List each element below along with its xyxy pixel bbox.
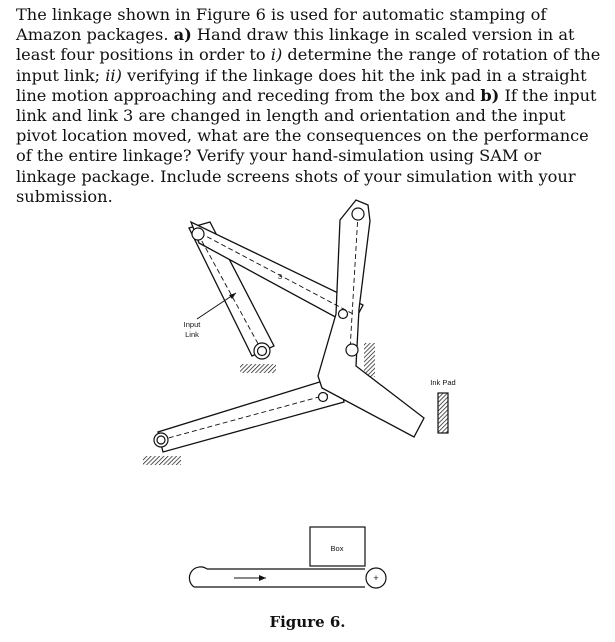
ink-pad-label: Ink Pad: [430, 378, 456, 387]
ink-pad-hatch: [438, 393, 448, 433]
conveyor-belt: [189, 567, 386, 588]
problem-text-3: determine the range of rotation of the input link;: [16, 45, 601, 85]
part-a-label: a): [173, 25, 192, 45]
link-3-label: 3: [277, 272, 283, 281]
conveyor-arrowhead: [259, 575, 266, 581]
problem-text-5: If the input link and link 3 are changed in length and orientation and the input pivot location moved, what are the consequences on the performance of the entire linkage? Verify your hand-simulation using SAM or linkage package. Include screens shots of your simulation with your submission.: [16, 85, 597, 206]
item-ii-label: ii): [105, 65, 122, 85]
input-link-label-2: Link: [185, 330, 199, 339]
figure-caption: Figure 6.: [269, 613, 346, 631]
problem-text-4: verifying if the linkage does hit the ink pad in a straight line motion approaching and receding from the box and: [16, 65, 587, 105]
item-i-label: i): [270, 45, 283, 65]
input-pivot-ground: [240, 364, 276, 373]
problem-text-2: Hand draw this linkage in scaled version in at least four positions in order to: [16, 25, 575, 65]
problem-text-1: The linkage shown in Figure 6 is used for automatic stamping of Amazon packages.: [16, 5, 547, 45]
part-b-label: b): [480, 85, 500, 105]
lower-pivot-ground: [143, 456, 181, 465]
conveyor-roller-plus-icon: +: [373, 573, 379, 583]
slider-ground: [364, 343, 375, 377]
input-link-label-1: Input: [183, 320, 201, 329]
box-label: Box: [330, 544, 344, 553]
lower-link: [158, 376, 344, 452]
